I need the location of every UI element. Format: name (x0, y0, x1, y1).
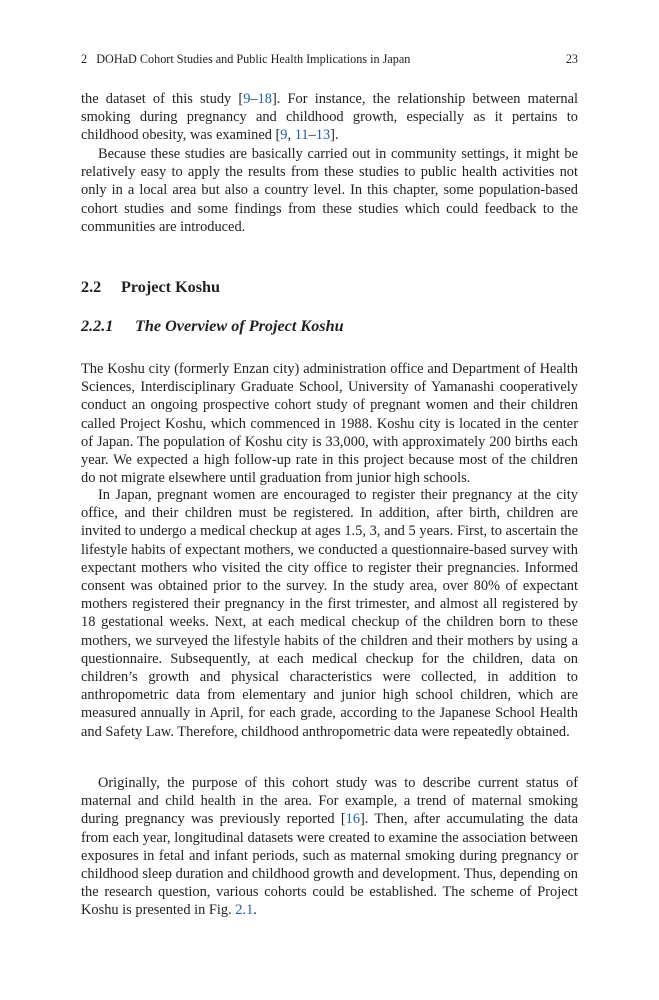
paragraph-block (81, 145, 578, 236)
citation-link[interactable]: 16 (345, 811, 361, 828)
text: . (253, 902, 257, 919)
subsection-heading (81, 316, 344, 336)
subsection-title: The Overview of Project Koshu (135, 317, 344, 335)
text: – (250, 91, 258, 107)
section-number: 2.2 (81, 278, 102, 296)
paragraph: Because these studies are basically carried out in community settings, it might be relatively easy to apply the results from these studies to public health activities not only in a local area but also a country level. In this chapter, some population-based cohort studies and some findings from these studies which could feedback to the communities are introduced. (81, 146, 578, 235)
text: ]. For instance, the relationship between maternal smoking during pregnancy and childhood growth, especially as it pertains to childhood obesity, was examined [ (81, 91, 578, 144)
citation-link[interactable]: 9 (243, 91, 251, 107)
paragraph-block (81, 774, 578, 920)
paragraph-continued (81, 90, 578, 145)
paragraph-block (81, 360, 578, 487)
paragraph: The Koshu city (formerly Enzan city) administration office and Department of Health Sciences, Interdisciplinary Graduate School, University of Yamanashi cooperatively conduct an ongoing prospective cohort study of pregnant women and their children called Project Koshu, which commenced in 1988. Koshu city is located in the center of Japan. The population of Koshu city is 33,000, with approximately 200 births each year. We expected a high follow-up rate in this project because most of the children do not migrate elsewhere until graduation from junior high schools. (81, 361, 578, 487)
text: – (308, 127, 316, 144)
subsection-number: 2.2.1 (81, 317, 114, 335)
paragraph (81, 90, 578, 145)
text: , (287, 127, 295, 144)
section-title: Project Koshu (121, 278, 221, 296)
text: the dataset of this study [ (81, 91, 244, 107)
chapter-number: 2 (81, 52, 88, 66)
running-head-title (81, 51, 410, 67)
figure-link[interactable]: 2.1 (235, 902, 254, 919)
citation-link[interactable]: 18 (257, 91, 272, 107)
citation-link[interactable]: 11 (294, 127, 309, 144)
text: ]. Then, after accumulating the data from each year, longitudinal datasets were created to examine the association between exposures in fetal and infant periods, such as maternal smoking during pregnancy or childhood sleep duration and childhood growth and development. Thus, depending on the research question, various cohorts could be established. The scheme of Project Koshu is presented in Fig. (81, 811, 578, 919)
text: Originally, the purpose of this cohort study was to describe current status of maternal and child health in the area. For example, a trend of maternal smoking during pregnancy was previously reported [ (81, 775, 578, 828)
paragraph (81, 774, 578, 920)
paragraph: In Japan, pregnant women are encouraged to register their pregnancy at the city office, and their children must be registered. In addition, after birth, children are invited to undergo a medical checkup at ages 1.5, 3, and 5 years. First, to ascertain the lifestyle habits of expectant mothers, we conducted a questionnaire-based survey with expectant mothers who visited the city office to register their pregnancies. Informed consent was obtained prior to the survey. In the study area, over 80% of expectant mothers registered their pregnancy in the first trimester, and almost all registered by 18 gestational weeks. Next, at each medical checkup of the children born to these mothers, we surveyed the lifestyle habits of the children and their mothers by using a questionnaire. Subsequently, at each medical checkup for the children, data on children’s growth and physical characteristics were collected, in addition to anthropometric data from elementary and junior high school children, which are measured annually in April, for each grade, according to the Japanese School Health and Safety Law. Therefore, childhood anthropometric data were repeatedly obtained. (81, 487, 578, 740)
section-heading (81, 277, 220, 297)
citation-link[interactable]: 13 (315, 127, 331, 144)
citation-link[interactable]: 9 (280, 127, 288, 144)
text: ]. (330, 127, 339, 144)
paragraph-block (81, 486, 578, 741)
chapter-title: DOHaD Cohort Studies and Public Health Implications in Japan (96, 52, 411, 66)
page-number: 23 (565, 52, 578, 66)
